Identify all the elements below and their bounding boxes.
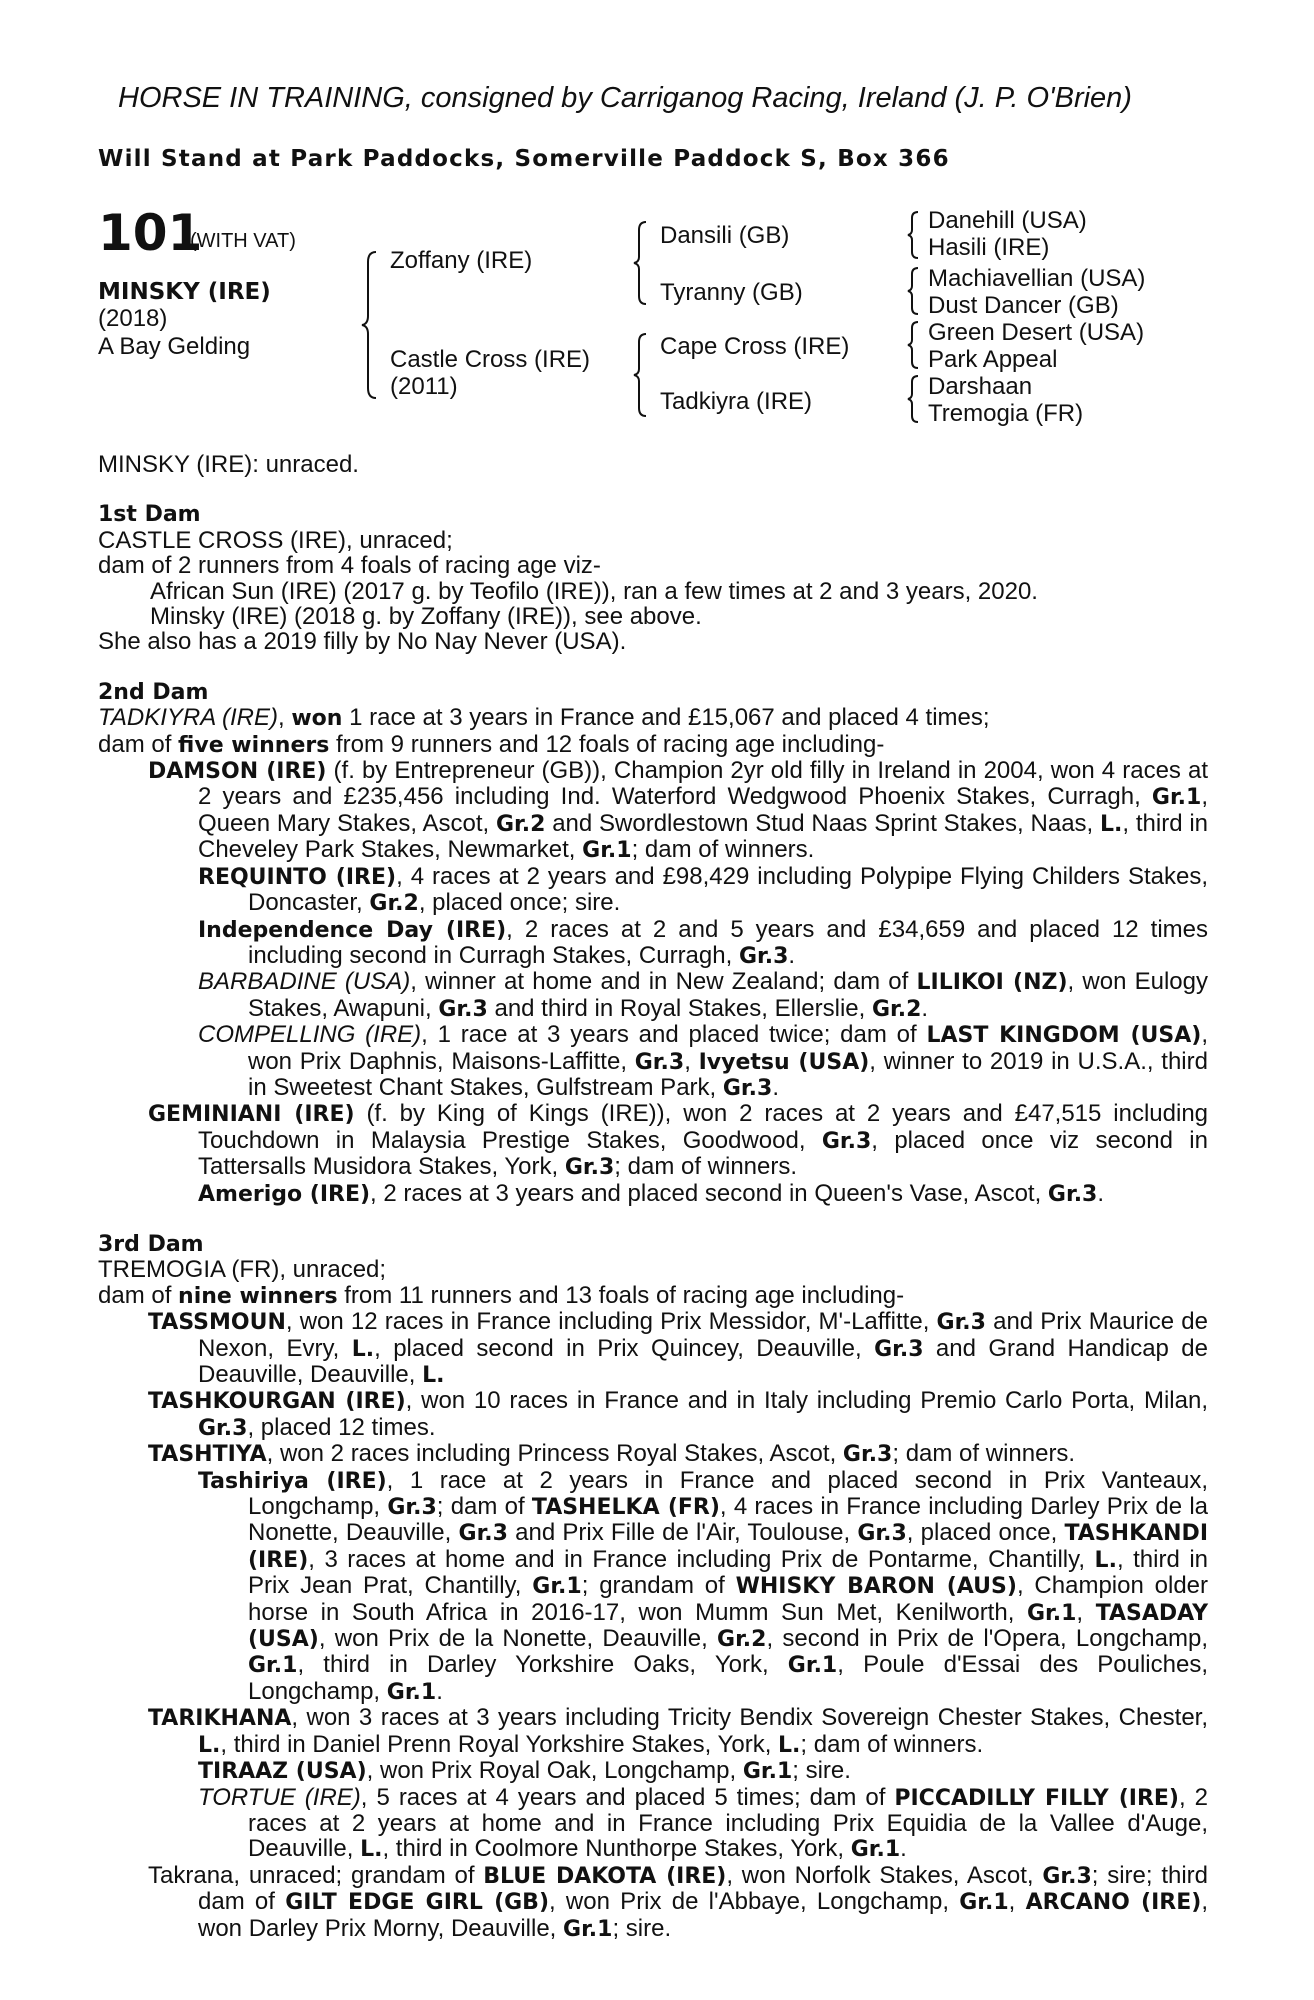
bold-text: Tashiriya (IRE) bbox=[198, 1468, 387, 1494]
entry-barbadine bbox=[98, 969, 1208, 1022]
text-run: , winner at home and in New Zealand; dam of bbox=[410, 968, 917, 996]
text-run: (f. by King of Kings (IRE)), won 2 races at 2 years and £47,515 including Touchdown in Malaysia Prestige Stakes, Goodwood, bbox=[198, 1100, 1209, 1154]
bold-text: ARCANO (IRE) bbox=[1025, 1890, 1202, 1916]
text-run: , Champion older horse in South Africa in 2016-17, won Mumm Sun Met, Kenilworth, bbox=[248, 1572, 1209, 1626]
pedigree-sds: Machiavellian (USA) bbox=[928, 265, 1146, 292]
text-run: , won 12 races in France including Prix Messidor, M'-Laffitte, bbox=[285, 1308, 937, 1336]
bold-text: TASHKOURGAN (IRE) bbox=[148, 1389, 406, 1415]
text-run: , Poule d'Essai des Pouliches, Longchamp, bbox=[248, 1651, 1208, 1705]
bold-text: LILIKOI (NZ) bbox=[916, 970, 1068, 996]
text-run: ; grandam of bbox=[581, 1572, 736, 1600]
stand-location: Will Stand at Park Paddocks, Somerville Paddock S, Box 366 bbox=[98, 146, 950, 172]
bold-text: TARIKHANA bbox=[148, 1706, 292, 1732]
entry-tashkourgan bbox=[98, 1388, 1208, 1441]
catalogue-header: HORSE IN TRAINING, consigned by Carriganog Racing, Ireland (J. P. O'Brien) bbox=[118, 82, 1132, 114]
text-run: , 2 races at 3 years and placed second in Queen's Vase, Ascot, bbox=[370, 1179, 1048, 1207]
bold-text: Gr.3 bbox=[874, 1336, 924, 1362]
bold-text: REQUINTO (IRE) bbox=[198, 864, 397, 890]
pedigree-brace-dam bbox=[632, 332, 648, 418]
bold-text: WHISKY BARON (AUS) bbox=[735, 1574, 1017, 1600]
text-run: , 3 races at home and in France including Prix de Pontarme, Chantilly, bbox=[308, 1545, 1095, 1573]
lot-number: 101 bbox=[98, 204, 203, 262]
entry-tashtiya bbox=[98, 1441, 1208, 1467]
text-run: , placed second in Prix Quincey, Deauville, bbox=[374, 1334, 875, 1362]
bold-text: L. bbox=[778, 1732, 801, 1758]
text-run: and Grand Handicap de Deauville, Deauville, bbox=[198, 1334, 1208, 1388]
pedigree-brace-ss bbox=[906, 210, 920, 260]
first-dam-line-1: CASTLE CROSS (IRE), unraced; bbox=[98, 526, 453, 554]
text-run: . bbox=[788, 941, 796, 969]
text-run: ; sire. bbox=[792, 1757, 851, 1785]
third-dam-heading: 3rd Dam bbox=[98, 1231, 204, 1257]
bold-text: Gr.3 bbox=[821, 1128, 872, 1154]
text-run: , winner to 2019 in U.S.A., third in Sweetest Chant Stakes, Gulfstream Park, bbox=[248, 1047, 1208, 1101]
text-run: , placed 12 times. bbox=[247, 1413, 436, 1441]
second-dam-produce-a: dam of bbox=[98, 730, 179, 758]
text-run: , placed once; sire. bbox=[418, 889, 621, 917]
pedigree-brace-dd bbox=[906, 374, 920, 424]
bold-text: Gr.3 bbox=[936, 1310, 986, 1336]
italic-text: COMPELLING (IRE) bbox=[198, 1021, 422, 1049]
entry-amerigo bbox=[98, 1181, 1208, 1207]
text-run: , bbox=[1008, 1888, 1026, 1916]
text-run: ; sire; third dam of bbox=[198, 1861, 1209, 1916]
bold-text: Gr.3 bbox=[1047, 1181, 1098, 1207]
bold-text: TIRAAZ (USA) bbox=[198, 1759, 367, 1785]
bold-text: Gr.2 bbox=[871, 996, 922, 1022]
bold-text: Gr.3 bbox=[722, 1075, 773, 1101]
bold-text: Gr.2 bbox=[495, 811, 546, 837]
second-dam-produce-c: from 9 runners and 12 foals of racing age including- bbox=[329, 730, 885, 758]
bold-text: Gr.3 bbox=[634, 1049, 685, 1075]
entry-takrana bbox=[98, 1863, 1208, 1942]
text-run: , second in Prix de l'Opera, Longchamp, bbox=[766, 1625, 1208, 1653]
text-run: . bbox=[1097, 1179, 1105, 1207]
text-run: , third in Darley Yorkshire Oaks, York, bbox=[297, 1651, 788, 1679]
text-run: , third in Daniel Prenn Royal Yorkshire Stakes, York, bbox=[220, 1730, 779, 1758]
italic-text: TORTUE (IRE) bbox=[198, 1783, 361, 1811]
pedigree-ssd: Hasili (IRE) bbox=[928, 234, 1050, 261]
bold-text: Gr.3 bbox=[438, 996, 488, 1022]
text-run: , won 3 races at 3 years including Tricity Bendix Sovereign Chester Stakes, Chester, bbox=[291, 1704, 1208, 1732]
text-run: , placed once, bbox=[906, 1519, 1065, 1547]
horse-name: MINSKY (IRE) bbox=[98, 279, 271, 305]
bold-text: Gr.1 bbox=[1026, 1600, 1077, 1626]
text-run: ; sire. bbox=[612, 1914, 672, 1942]
bold-text: L. bbox=[1100, 811, 1123, 837]
second-dam-winners: five winners bbox=[178, 732, 330, 758]
entry-tortue bbox=[98, 1785, 1208, 1863]
first-dam-line-2: dam of 2 runners from 4 foals of racing age viz- bbox=[98, 552, 601, 580]
bold-text: Gr.1 bbox=[742, 1759, 793, 1785]
horse-description: A Bay Gelding bbox=[98, 333, 251, 360]
bold-text: Gr.3 bbox=[198, 1415, 248, 1441]
second-dam-heading: 2nd Dam bbox=[98, 679, 209, 705]
text-run: Takrana, unraced; grandam of bbox=[148, 1861, 484, 1889]
entry-requinto bbox=[98, 864, 1208, 917]
text-run: , won Prix Daphnis, Maisons-Laffitte, bbox=[248, 1021, 1208, 1075]
pedigree-brace-sd bbox=[906, 266, 920, 316]
text-run: , bbox=[684, 1047, 699, 1075]
bold-text: Gr.3 bbox=[387, 1495, 437, 1521]
bold-text: TASSMOUN bbox=[148, 1310, 286, 1336]
text-run: , Queen Mary Stakes, Ascot, bbox=[198, 783, 1208, 837]
bold-text: Gr.1 bbox=[959, 1890, 1009, 1916]
entry-tassmoun bbox=[98, 1309, 1208, 1388]
bold-text: Gr.1 bbox=[386, 1679, 437, 1705]
bold-text: Gr.1 bbox=[1151, 785, 1202, 811]
pedigree-brace-ds bbox=[906, 320, 920, 370]
entry-tashiriya bbox=[98, 1468, 1208, 1706]
entry-compelling bbox=[98, 1022, 1208, 1101]
bold-text: PICCADILLY FILLY (IRE) bbox=[894, 1785, 1179, 1811]
horse-year: (2018) bbox=[98, 305, 168, 332]
bold-text: GILT EDGE GIRL (GB) bbox=[285, 1890, 550, 1916]
bold-text: BLUE DAKOTA (IRE) bbox=[483, 1863, 727, 1889]
text-run: , 2 races at 2 and 5 years and £34,659 and placed 12 times including second in Curragh Stakes, Curragh, bbox=[248, 915, 1208, 969]
text-run: , 1 race at 2 years in France and placed second in Prix Vanteaux, Longchamp, bbox=[248, 1466, 1208, 1521]
text-run: , won 2 races including Princess Royal Stakes, Ascot, bbox=[266, 1440, 843, 1468]
entry-damson bbox=[98, 758, 1208, 864]
text-run: , 4 races at 2 years and £98,429 including Polypipe Flying Childers Stakes, Doncaster, bbox=[248, 862, 1209, 917]
bold-text: DAMSON (IRE) bbox=[148, 759, 327, 785]
pedigree-sire-dam: Tyranny (GB) bbox=[660, 279, 803, 306]
catalogue-body bbox=[98, 452, 1208, 1942]
bold-text: L. bbox=[422, 1363, 445, 1388]
first-dam-line-3: African Sun (IRE) (2017 g. by Teofilo (IRE)), ran a few times at 2 and 3 years, 2020. bbox=[150, 577, 1038, 605]
race-record: MINSKY (IRE): unraced. bbox=[98, 451, 359, 478]
pedigree-dam-dam: Tadkiyra (IRE) bbox=[660, 388, 813, 415]
text-run: , third in Cheveley Park Stakes, Newmarket, bbox=[198, 809, 1209, 864]
entry-independence-day bbox=[98, 917, 1208, 970]
first-dam-line-4: Minsky (IRE) (2018 g. by Zoffany (IRE)), see above. bbox=[150, 603, 702, 631]
pedigree-sire: Zoffany (IRE) bbox=[390, 247, 533, 274]
text-run: , bbox=[1076, 1598, 1096, 1626]
bold-text: Ivyetsu (USA) bbox=[698, 1049, 870, 1075]
bold-text: Gr.1 bbox=[582, 838, 632, 864]
entry-tarikhana bbox=[98, 1705, 1208, 1758]
bold-text: Gr.2 bbox=[717, 1627, 767, 1653]
text-run: . bbox=[900, 1835, 907, 1863]
text-run: , won Norfolk Stakes, Ascot, bbox=[726, 1861, 1043, 1889]
entry-tiraaz bbox=[98, 1758, 1208, 1784]
third-dam-produce-c: from 11 runners and 13 foals of racing age including- bbox=[337, 1281, 905, 1309]
bold-text: Gr.1 bbox=[787, 1653, 838, 1679]
text-run: and Prix Maurice de Nexon, Evry, bbox=[198, 1308, 1208, 1362]
bold-text: Gr.1 bbox=[850, 1837, 901, 1863]
text-run: , won Eulogy Stakes, Awapuni, bbox=[248, 968, 1208, 1022]
text-run: . bbox=[436, 1677, 443, 1705]
text-run: . bbox=[772, 1073, 779, 1101]
italic-text: BARBADINE (USA) bbox=[198, 968, 411, 996]
bold-text: L. bbox=[1094, 1547, 1117, 1573]
bold-text: Gr.3 bbox=[857, 1521, 907, 1547]
third-dam-line-1: TREMOGIA (FR), unraced; bbox=[98, 1256, 387, 1284]
bold-text: Gr.1 bbox=[563, 1916, 613, 1942]
bold-text: Gr.3 bbox=[842, 1442, 893, 1468]
pedigree-brace-gen1 bbox=[360, 250, 378, 400]
text-run: and Swordlestown Stud Naas Sprint Stakes, Naas, bbox=[545, 809, 1100, 837]
second-dam-name: TADKIYRA (IRE) bbox=[98, 704, 279, 732]
text-run: . bbox=[921, 994, 929, 1022]
text-run: , won Prix de l'Abbaye, Longchamp, bbox=[549, 1888, 960, 1916]
bold-text: TASHTIYA bbox=[148, 1442, 267, 1468]
pedigree-brace-sire bbox=[632, 220, 648, 306]
text-run: , third in Coolmore Nunthorpe Stakes, York, bbox=[382, 1835, 851, 1863]
text-run: , 5 races at 4 years and placed 5 times; dam of bbox=[360, 1783, 895, 1811]
pedigree-ddd: Tremogia (FR) bbox=[928, 400, 1084, 427]
text-run: ; dam of winners. bbox=[892, 1440, 1076, 1468]
bold-text: TASHKANDI (IRE) bbox=[248, 1521, 1208, 1573]
pedigree-dds: Darshaan bbox=[928, 373, 1033, 400]
bold-text: Amerigo (IRE) bbox=[198, 1181, 371, 1207]
pedigree-dam-year: (2011) bbox=[390, 373, 458, 400]
text-run: , 2 races at 2 years at home and in France including Prix Equidia de la Vallee d'Auge, Deauville, bbox=[248, 1783, 1209, 1863]
pedigree-sire-sire: Dansili (GB) bbox=[660, 222, 790, 249]
pedigree-dam-sire: Cape Cross (IRE) bbox=[660, 333, 850, 360]
text-run: and third in Royal Stakes, Ellerslie, bbox=[487, 994, 872, 1022]
bold-text: Gr.3 bbox=[564, 1155, 615, 1181]
bold-text: L. bbox=[198, 1732, 221, 1758]
pedigree-dsd: Park Appeal bbox=[928, 346, 1058, 373]
text-run: , won 10 races in France and in Italy including Premio Carlo Porta, Milan, bbox=[405, 1387, 1208, 1415]
text-run: , third in Prix Jean Prat, Chantilly, bbox=[248, 1545, 1209, 1600]
text-run: , 4 races in France including Darley Prix de la Nonette, Deauville, bbox=[248, 1493, 1208, 1547]
bold-text: L. bbox=[360, 1837, 383, 1863]
first-dam-line-5: She also has a 2019 filly by No Nay Never (USA). bbox=[98, 628, 627, 656]
bold-text: Independence Day (IRE) bbox=[198, 917, 507, 943]
bold-text: Gr.3 bbox=[738, 943, 789, 969]
third-dam-produce bbox=[98, 1283, 1208, 1309]
text-run: , won Prix de la Nonette, Deauville, bbox=[318, 1625, 718, 1653]
bold-text: Gr.1 bbox=[248, 1653, 298, 1679]
second-dam-intro bbox=[98, 705, 1208, 731]
bold-text: LAST KINGDOM (USA) bbox=[926, 1023, 1202, 1049]
text-run: ; dam of bbox=[436, 1493, 532, 1521]
bold-text: Gr.2 bbox=[369, 891, 419, 917]
second-dam-won: won bbox=[291, 706, 343, 732]
pedigree-sdd: Dust Dancer (GB) bbox=[928, 292, 1119, 319]
bold-text: TASADAY (USA) bbox=[248, 1600, 1208, 1653]
text-run: and Prix Fille de l'Air, Toulouse, bbox=[507, 1519, 858, 1547]
bold-text: Gr.1 bbox=[532, 1574, 582, 1600]
third-dam-winners: nine winners bbox=[178, 1283, 338, 1309]
pedigree-sss: Danehill (USA) bbox=[928, 207, 1087, 234]
text-run: ; dam of winners. bbox=[614, 1153, 798, 1181]
text-run: , 1 race at 3 years and placed twice; dam of bbox=[421, 1021, 927, 1049]
bold-text: Gr.3 bbox=[458, 1521, 508, 1547]
bold-text: TASHELKA (FR) bbox=[531, 1495, 720, 1521]
text-run: , won Prix Royal Oak, Longchamp, bbox=[366, 1757, 743, 1785]
second-dam-intro-rest: 1 race at 3 years in France and £15,067 and placed 4 times; bbox=[342, 704, 990, 732]
entry-geminiani bbox=[98, 1101, 1208, 1180]
pedigree-dam: Castle Cross (IRE) bbox=[390, 346, 591, 373]
bold-text: GEMINIANI (IRE) bbox=[148, 1102, 355, 1128]
first-dam-heading: 1st Dam bbox=[98, 502, 201, 528]
third-dam-produce-a: dam of bbox=[98, 1281, 179, 1309]
text-run: ; dam of winners. bbox=[631, 836, 815, 864]
text-run: (f. by Entrepreneur (GB)), Champion 2yr old filly in Ireland in 2004, won 4 races at 2 years and £235,456 including Ind. Waterford Wedgwood Phoenix Stakes, Curragh, bbox=[198, 757, 1208, 811]
vat-label: (WITH VAT) bbox=[190, 230, 296, 252]
bold-text: Gr.3 bbox=[1042, 1863, 1092, 1889]
text-run: , placed once viz second in Tattersalls Musidora Stakes, York, bbox=[198, 1126, 1208, 1181]
second-dam-produce bbox=[98, 732, 1208, 758]
text-run: , won Darley Prix Morny, Deauville, bbox=[198, 1888, 1208, 1942]
text-run: ; dam of winners. bbox=[800, 1730, 984, 1758]
bold-text: L. bbox=[351, 1336, 375, 1362]
second-dam-intro-sep: , bbox=[278, 704, 292, 732]
pedigree-dss: Green Desert (USA) bbox=[928, 319, 1145, 346]
